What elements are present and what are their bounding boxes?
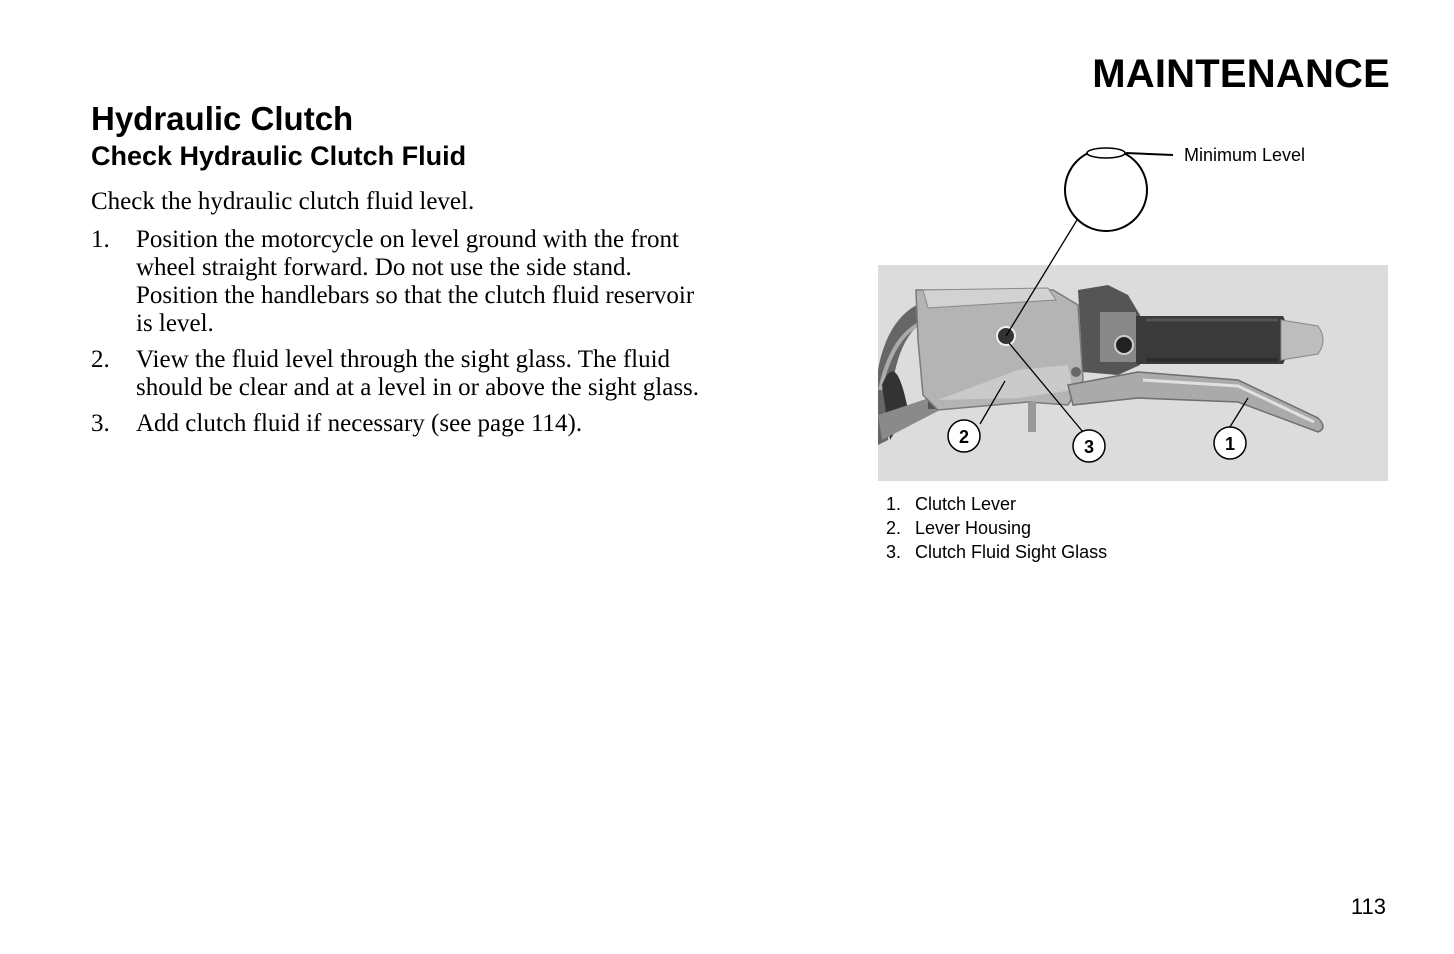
sight-glass-magnifier [1065, 148, 1147, 231]
intro-paragraph: Check the hydraulic clutch fluid level. [91, 188, 475, 215]
step-text: View the fluid level through the sight glass. The fluid should be clear and at a level in or above the sight glass. [136, 346, 700, 401]
step-text: Add clutch fluid if necessary (see page 114). [136, 410, 583, 437]
callout-label: 3 [1083, 437, 1095, 457]
step-number: 1. [91, 226, 110, 253]
callout-3 [1073, 430, 1105, 462]
caption-text: Lever Housing [915, 518, 1032, 538]
caption-text: Clutch Fluid Sight Glass [915, 542, 1108, 562]
page-title: Hydraulic Clutch [91, 100, 354, 137]
callout-label: 2 [958, 427, 970, 447]
step-number: 3. [91, 410, 110, 437]
callout-2 [948, 420, 980, 452]
minimum-level-label: Minimum Level [1184, 145, 1306, 165]
caption-number: 3. [886, 542, 902, 562]
step-item [91, 226, 701, 338]
clutch-illustration [878, 140, 1390, 485]
step-text: Position the motorcycle on level ground with the front wheel straight forward. Do not use the side stand. Position the handlebars so that the clutch fluid reservoir is level. [136, 226, 695, 337]
minimum-level-leader [1126, 153, 1173, 155]
step-number: 2. [91, 346, 110, 373]
section-subtitle: Check Hydraulic Clutch Fluid [91, 141, 467, 171]
caption-item [886, 516, 1107, 540]
caption-number: 1. [886, 494, 902, 514]
caption-item [886, 492, 1107, 516]
callout-1 [1214, 427, 1246, 459]
callout-label: 1 [1224, 434, 1236, 454]
steps-list [91, 226, 701, 446]
caption-item [886, 540, 1107, 564]
figure-captions [886, 492, 1107, 564]
step-item [91, 346, 701, 402]
caption-number: 2. [886, 518, 902, 538]
handgrip [1136, 316, 1290, 364]
page-number: 113 [1350, 894, 1386, 919]
section-header: MAINTENANCE [1092, 52, 1390, 96]
step-item [91, 410, 701, 438]
caption-text: Clutch Lever [915, 494, 1017, 514]
